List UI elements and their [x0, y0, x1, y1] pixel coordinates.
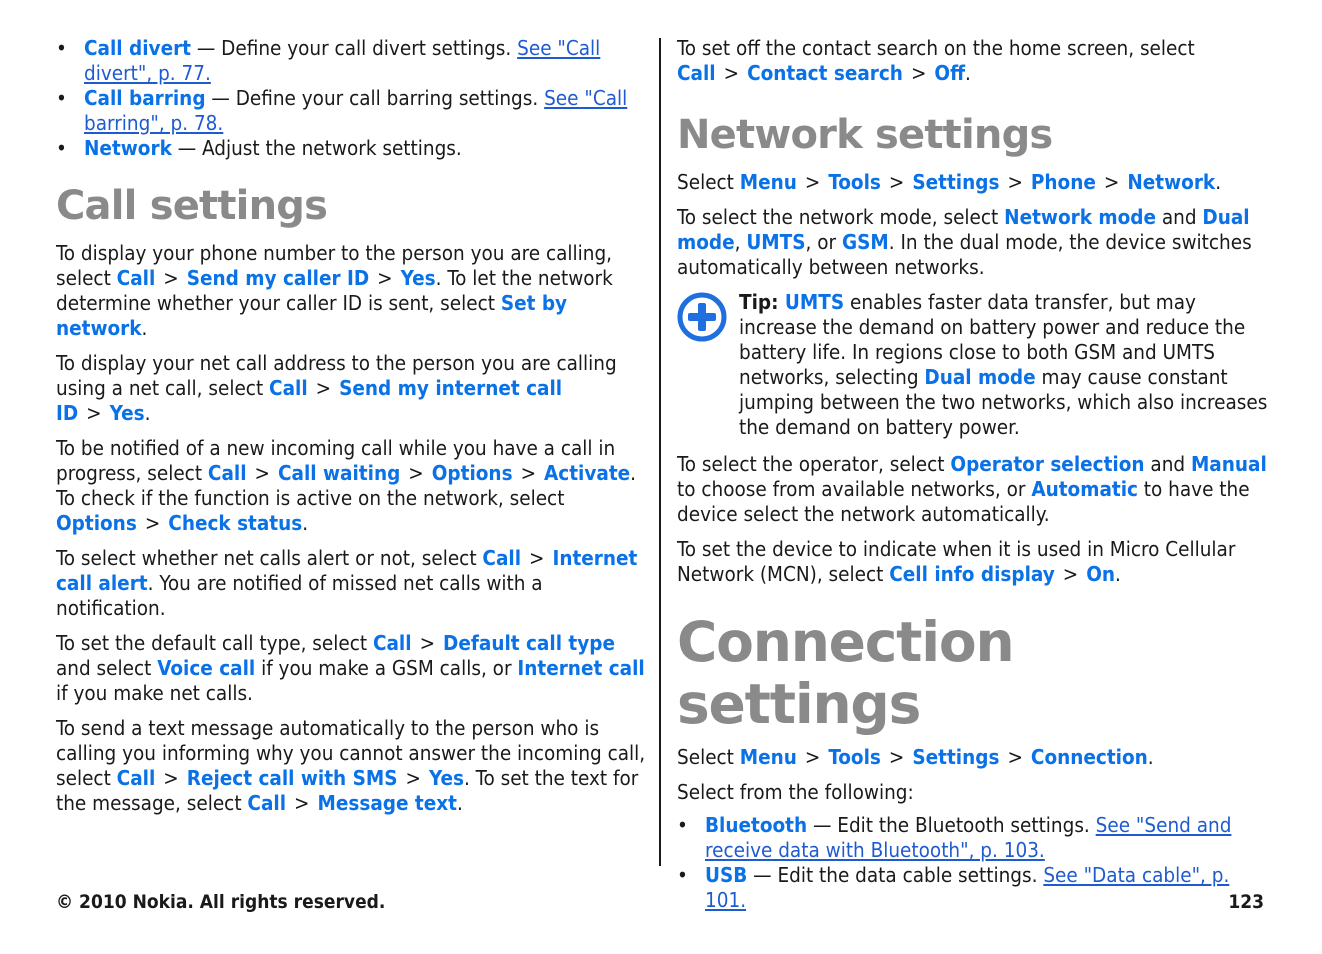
left-column	[56, 36, 648, 826]
keyword: Tools	[828, 170, 881, 194]
text: if you make net calls.	[56, 681, 253, 705]
keyword: Cell info display	[889, 562, 1055, 586]
text: enables faster data transfer, but may increase the demand on battery power and reduce the battery life. In regions close to both GSM and UMTS networks, selecting	[739, 290, 1246, 389]
bullet-desc: — Edit the data cable settings.	[747, 863, 1044, 887]
keyword: Voice call	[157, 656, 256, 680]
keyword: Message text	[317, 791, 457, 815]
paragraph	[677, 170, 1269, 195]
separator: >	[1007, 745, 1023, 769]
keyword: Yes	[400, 266, 436, 290]
separator: >	[86, 401, 102, 425]
text: To set off the contact search on the home screen, select	[677, 36, 1195, 60]
bullet-desc: — Edit the Bluetooth settings.	[807, 813, 1096, 837]
cross-ref-link[interactable]: See "Send and receive data with Bluetooth", p. 103.	[705, 813, 1232, 862]
keyword: Activate	[544, 461, 631, 485]
keyword: Internet call alert	[56, 546, 638, 595]
keyword: Default call type	[443, 631, 615, 655]
keyword: USB	[705, 863, 748, 887]
text: Select	[677, 745, 740, 769]
keyword: Connection	[1030, 745, 1148, 769]
text: To select the network mode, select	[677, 205, 1005, 229]
bullet-desc: — Adjust the network settings.	[171, 136, 462, 160]
keyword: Contact search	[747, 61, 903, 85]
paragraph	[56, 241, 648, 341]
text: Select	[677, 170, 740, 194]
text: .	[302, 511, 309, 535]
section-heading-call-settings: Call settings	[56, 183, 328, 229]
keyword: UMTS	[784, 290, 845, 314]
keyword: Check status	[168, 511, 303, 535]
text: To display your net call address to the person you are calling using a net call, select	[56, 351, 617, 400]
paragraph: Select from the following:	[677, 780, 914, 804]
text: To be notified of a new incoming call while you have a call in progress, select	[56, 436, 616, 485]
text: . To let the network determine whether your caller ID is sent, select	[56, 266, 613, 315]
keyword: Settings	[912, 170, 1000, 194]
keyword: Bluetooth	[705, 813, 808, 837]
keyword: Internet call	[517, 656, 645, 680]
text: .	[965, 61, 971, 85]
keyword: Call	[677, 61, 716, 85]
cross-ref-link[interactable]: See "Data cable", p. 101.	[705, 863, 1230, 912]
separator: >	[144, 511, 161, 535]
paragraph	[677, 452, 1269, 527]
keyword: Settings	[912, 745, 1000, 769]
keyword: Call barring	[84, 86, 206, 110]
text: may cause constant jumping between the two networks, which also increases the demand on battery power.	[739, 365, 1268, 439]
keyword: Phone	[1030, 170, 1096, 194]
keyword: Call	[372, 631, 412, 655]
separator: >	[1007, 170, 1023, 194]
keyword: Off	[934, 61, 966, 85]
separator: >	[520, 461, 537, 485]
text: To send a text message automatically to the person who is calling you informing why you cannot answer the incoming call, select	[56, 716, 646, 790]
paragraph	[56, 631, 648, 706]
text: .	[144, 401, 151, 425]
bullet: •	[677, 863, 688, 887]
separator: >	[910, 61, 927, 85]
keyword: Call	[116, 766, 156, 790]
keyword: Menu	[739, 170, 797, 194]
bullet-desc: — Define your call divert settings.	[191, 36, 518, 60]
text: . To set the text for the message, select	[56, 766, 639, 815]
page-number: 123	[1228, 891, 1264, 913]
section-heading-network-settings: Network settings	[677, 112, 1053, 158]
text: ,	[734, 230, 747, 254]
text: and select	[56, 656, 158, 680]
keyword: Set by network	[56, 291, 568, 340]
separator: >	[529, 546, 545, 570]
text: . To check if the function is active on the network, select	[56, 461, 637, 510]
section-heading-connection-settings: Connection settings	[677, 610, 1014, 736]
keyword: Operator selection	[950, 452, 1145, 476]
paragraph	[56, 436, 648, 536]
keyword: Call	[269, 376, 308, 400]
text: To set the default call type, select	[56, 631, 373, 655]
list-item	[56, 136, 648, 161]
text: . In the dual mode, the device switches automatically between networks.	[677, 230, 1252, 279]
text: if you make a GSM calls, or	[255, 656, 518, 680]
keyword: Options	[56, 511, 137, 535]
separator: >	[888, 745, 905, 769]
separator: >	[408, 461, 424, 485]
keyword: On	[1086, 562, 1116, 586]
keyword: Options	[431, 461, 513, 485]
keyword: Call	[116, 266, 156, 290]
keyword: Send my internet call ID	[56, 376, 563, 425]
column-divider	[659, 38, 661, 866]
list-item	[677, 863, 1269, 913]
keyword: Call	[482, 546, 522, 570]
separator: >	[315, 376, 332, 400]
keyword: UMTS	[746, 230, 806, 254]
right-column	[677, 36, 1269, 913]
separator: >	[804, 745, 821, 769]
text: .	[456, 791, 463, 815]
separator: >	[1103, 170, 1120, 194]
separator: >	[377, 266, 393, 290]
keyword: Network	[1127, 170, 1216, 194]
separator: >	[723, 61, 740, 85]
separator: >	[804, 170, 821, 194]
text: , or	[805, 230, 842, 254]
keyword: GSM	[841, 230, 889, 254]
keyword: Automatic	[1031, 477, 1138, 501]
text: to choose from available networks, or	[677, 477, 1032, 501]
paragraph	[56, 716, 648, 816]
separator: >	[1062, 562, 1079, 586]
text: .	[1115, 562, 1121, 586]
keyword: Dual mode	[677, 205, 1250, 254]
separator: >	[419, 631, 436, 655]
text: To display your phone number to the person you are calling, select	[56, 241, 613, 290]
bullet: •	[56, 36, 67, 60]
separator: >	[163, 266, 179, 290]
keyword: Call	[247, 791, 287, 815]
paragraph	[56, 351, 648, 426]
keyword: Call divert	[84, 36, 191, 60]
keyword: Call	[207, 461, 247, 485]
list-item	[56, 36, 648, 86]
text: .	[1147, 745, 1154, 769]
text: and	[1144, 452, 1191, 476]
paragraph	[677, 537, 1269, 587]
text: and	[1156, 205, 1203, 229]
paragraph	[56, 546, 648, 621]
separator: >	[405, 766, 421, 790]
cross-ref-link[interactable]: See "Call barring", p. 78.	[84, 86, 628, 135]
bullet: •	[56, 86, 67, 110]
list-item	[56, 86, 648, 136]
text: .	[141, 316, 148, 340]
plus-circle-icon	[677, 292, 727, 342]
bullet: •	[56, 136, 67, 160]
text: To select whether net calls alert or not, select	[56, 546, 483, 570]
paragraph	[677, 745, 1269, 770]
tip-box	[677, 290, 1269, 440]
text: To set the device to indicate when it is used in Micro Cellular Network (MCN), select	[677, 537, 1236, 586]
footer-copyright: © 2010 Nokia. All rights reserved.	[56, 891, 386, 913]
keyword: Manual	[1190, 452, 1267, 476]
bullet: •	[677, 813, 688, 837]
list-item	[677, 813, 1269, 863]
left-bullet-list	[56, 36, 648, 161]
keyword: Dual mode	[924, 365, 1036, 389]
right-bullet-list	[677, 813, 1269, 913]
bullet-desc: — Define your call barring settings.	[205, 86, 545, 110]
keyword: Network	[84, 136, 172, 160]
keyword: Yes	[429, 766, 464, 790]
tip-label: Tip:	[739, 290, 785, 314]
separator: >	[254, 461, 270, 485]
keyword: Call waiting	[277, 461, 401, 485]
cross-ref-link[interactable]: See "Call divert", p. 77.	[84, 36, 601, 85]
keyword: Send my caller ID	[186, 266, 370, 290]
keyword: Network mode	[1004, 205, 1156, 229]
text: . You are notified of missed net calls with a notification.	[56, 571, 543, 620]
paragraph	[677, 36, 1269, 86]
separator: >	[294, 791, 310, 815]
keyword: Yes	[109, 401, 145, 425]
text: .	[1215, 170, 1222, 194]
paragraph	[677, 205, 1269, 280]
separator: >	[888, 170, 905, 194]
keyword: Tools	[828, 745, 881, 769]
separator: >	[163, 766, 179, 790]
keyword: Menu	[739, 745, 797, 769]
text: To select the operator, select	[677, 452, 951, 476]
keyword: Reject call with SMS	[186, 766, 398, 790]
text: to have the device select the network automatically.	[677, 477, 1250, 526]
